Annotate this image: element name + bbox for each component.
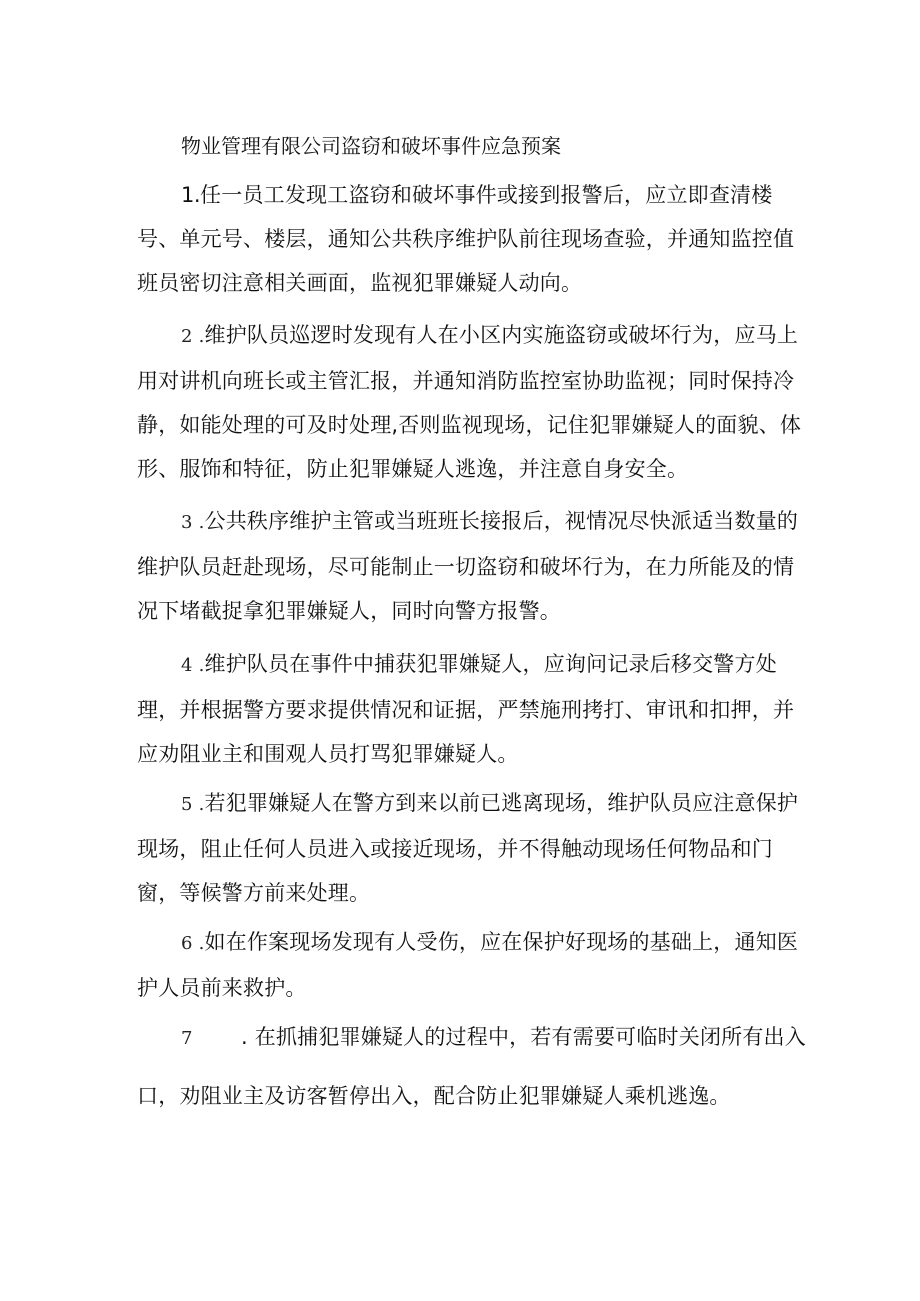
paragraph-number: 4 . (181, 655, 205, 676)
paragraph-number: 6 . (181, 933, 205, 954)
paragraph-text: 如在作案现场发现有人受伤，应在保护好现场的基础上，通知医护人员前来救护。 (137, 930, 799, 1000)
paragraph-5 (137, 781, 812, 915)
paragraph-text-line-1: . 在抓捕犯罪嫌疑人的过程中，若有需要可临时关闭所有出入 (241, 1025, 806, 1049)
paragraph-2 (137, 313, 812, 491)
paragraph-number: 1. (181, 183, 201, 207)
paragraph-4 (137, 642, 812, 776)
paragraph-text: 维护队员巡逻时发现有人在小区内实施盗窃或破坏行为，应马上用对讲机向班长或主管汇报，并通知消防监控室协助监视；同时保持冷静，如能处理的可及时处理,否则监视现场，记住犯罪嫌疑人的面貌、体形、服饰和特征，防止犯罪嫌疑人逃逸，并注意自身安全。 (137, 323, 802, 481)
paragraph-number: 7 (181, 1028, 193, 1049)
paragraph-text: 公共秩序维护主管或当班班长接报后，视情况尽快派适当数量的维护队员赶赴现场，尽可能制止一切盗窃和破坏行为，在力所能及的情况下堵截捉拿犯罪嫌疑人，同时向警方报警。 (137, 509, 799, 623)
paragraph-3 (137, 499, 812, 633)
paragraph-text-line-2: 口，劝阻业主及访客暂停出入，配合防止犯罪嫌疑人乘机逃逸。 (137, 1084, 731, 1108)
document-title: 物业管理有限公司盗窃和破坏事件应急预案 (181, 134, 561, 158)
paragraph-text: 维护队员在事件中捕获犯罪嫌疑人，应询问记录后移交警方处理，并根据警方要求提供情况和证据，严禁施刑拷打、审讯和扣押，并应劝阻业主和围观人员打骂犯罪嫌疑人。 (137, 652, 795, 766)
paragraph-6 (137, 920, 812, 1010)
paragraph-text: 任一员工发现工盗窃和破坏事件或接到报警后，应立即查清楼号、单元号、楼层，通知公共秩序维护队前往现场查验，并通知监控值班员密切注意相关画面，监视犯罪嫌疑人动向。 (137, 183, 795, 295)
paragraph-number: 5 . (181, 794, 205, 815)
paragraph-1 (137, 173, 812, 305)
paragraph-7 (137, 1014, 812, 1119)
paragraph-number: 2 . (181, 326, 205, 347)
paragraph-text: 若犯罪嫌疑人在警方到来以前已逃离现场，维护队员应注意保护现场，阻止任何人员进入或接近现场，并不得触动现场任何物品和门窗，等候警方前来处理。 (137, 791, 799, 905)
paragraph-number: 3 . (181, 512, 205, 533)
